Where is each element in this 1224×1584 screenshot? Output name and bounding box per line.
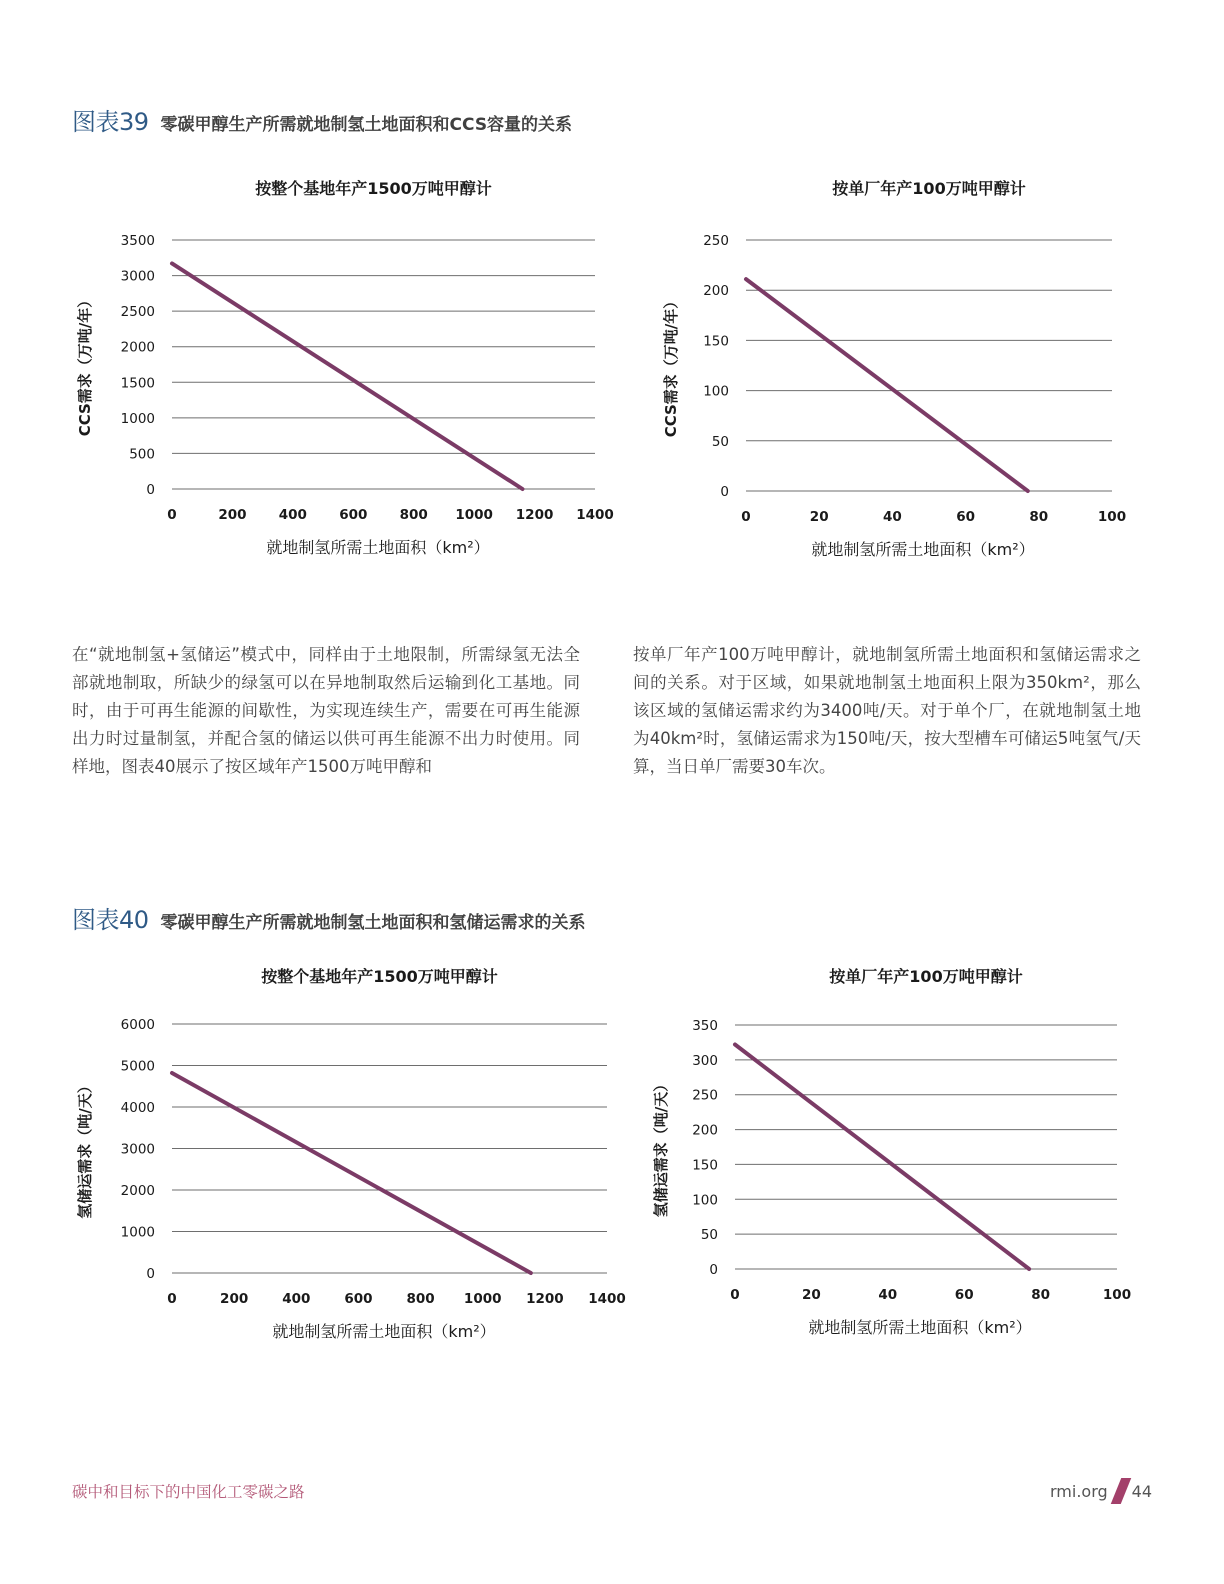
y-tick-label: 200 bbox=[703, 283, 729, 300]
footer-report-title: 碳中和目标下的中国化工零碳之路 bbox=[72, 1483, 305, 1501]
y-tick-label: 0 bbox=[146, 482, 155, 498]
y-axis-label: 氢储运需求（吨/天） bbox=[652, 1076, 670, 1218]
x-tick-label: 40 bbox=[883, 509, 902, 525]
y-axis-label: 氢储运需求（吨/天） bbox=[76, 1078, 94, 1219]
x-tick-label: 600 bbox=[344, 1291, 373, 1307]
y-tick-label: 2000 bbox=[120, 339, 155, 356]
y-tick-label: 50 bbox=[700, 1227, 718, 1244]
x-tick-label: 200 bbox=[220, 1291, 249, 1307]
y-tick-label: 100 bbox=[692, 1192, 718, 1209]
y-tick-label: 100 bbox=[703, 383, 729, 400]
figure-40-number: 图表40 bbox=[72, 906, 149, 934]
figure-40-caption: 零碳甲醇生产所需就地制氢土地面积和氢储运需求的关系 bbox=[160, 913, 586, 933]
y-tick-label: 350 bbox=[692, 1018, 718, 1034]
paragraph-right-text: 按单厂年产100万吨甲醇计，就地制氢所需土地面积和氢储运需求之间的关系。对于区域，如果就地制氢土地面积上限为350km²，那么该区域的氢储运需求约为3400吨/天。对于单个厂，在就地制氢土地为40km²时，氢储运需求为150吨/天，按大型槽车可储运5吨氢气/天算，当日单厂需要30车次。 bbox=[633, 645, 1141, 776]
chart-title: 按整个基地年产1500万吨甲醇计 bbox=[255, 179, 492, 198]
x-tick-label: 400 bbox=[282, 1291, 311, 1307]
chart-title: 按单厂年产100万吨甲醇计 bbox=[832, 179, 1026, 198]
x-tick-label: 80 bbox=[1031, 1287, 1050, 1303]
y-tick-label: 150 bbox=[692, 1157, 718, 1174]
x-tick-label: 0 bbox=[167, 1291, 177, 1307]
x-tick-label: 20 bbox=[809, 509, 829, 525]
x-tick-label: 0 bbox=[730, 1287, 740, 1303]
figure-39-caption: 零碳甲醇生产所需就地制氢土地面积和CCS容量的关系 bbox=[160, 115, 573, 135]
x-tick-label: 20 bbox=[802, 1287, 821, 1303]
y-tick-label: 300 bbox=[692, 1052, 718, 1069]
y-tick-label: 250 bbox=[692, 1087, 718, 1104]
x-tick-label: 60 bbox=[954, 1287, 974, 1303]
y-tick-label: 2500 bbox=[120, 304, 155, 321]
x-tick-label: 1000 bbox=[463, 1291, 502, 1307]
y-axis-label: CCS需求（万吨/年） bbox=[76, 292, 94, 437]
y-tick-label: 250 bbox=[703, 233, 729, 249]
x-axis-label: 就地制氢所需土地面积（km²） bbox=[272, 1322, 496, 1341]
series-line bbox=[735, 1045, 1029, 1269]
y-tick-label: 3000 bbox=[120, 1141, 155, 1158]
x-tick-label: 400 bbox=[278, 507, 307, 523]
y-tick-label: 0 bbox=[146, 1266, 155, 1282]
x-tick-label: 800 bbox=[406, 1291, 435, 1307]
x-tick-label: 800 bbox=[399, 507, 428, 523]
y-tick-label: 4000 bbox=[120, 1100, 155, 1116]
y-tick-label: 6000 bbox=[120, 1017, 155, 1033]
y-tick-label: 3000 bbox=[120, 268, 155, 285]
x-tick-label: 100 bbox=[1097, 509, 1127, 525]
y-tick-label: 1500 bbox=[120, 375, 155, 392]
x-tick-label: 100 bbox=[1102, 1287, 1132, 1303]
x-tick-label: 200 bbox=[218, 507, 247, 523]
x-tick-label: 0 bbox=[741, 509, 751, 525]
chart-title: 按整个基地年产1500万吨甲醇计 bbox=[261, 967, 498, 986]
x-tick-label: 1000 bbox=[455, 507, 493, 523]
footer-page-info bbox=[1050, 1478, 1152, 1504]
y-tick-label: 1000 bbox=[120, 1224, 155, 1241]
x-tick-label: 1400 bbox=[576, 507, 614, 523]
figure-39-number: 图表39 bbox=[72, 108, 149, 136]
y-tick-label: 5000 bbox=[120, 1058, 155, 1075]
y-tick-label: 0 bbox=[709, 1262, 718, 1278]
y-axis-label: CCS需求（万吨/年） bbox=[662, 293, 680, 438]
y-tick-label: 200 bbox=[692, 1122, 718, 1139]
x-axis-label: 就地制氢所需土地面积（km²） bbox=[811, 540, 1035, 559]
y-tick-label: 0 bbox=[720, 484, 729, 500]
footer-site-link[interactable]: rmi.org bbox=[1049, 1481, 1108, 1501]
x-tick-label: 0 bbox=[167, 507, 177, 523]
x-tick-label: 60 bbox=[956, 509, 975, 525]
y-tick-label: 150 bbox=[703, 333, 729, 350]
y-tick-label: 50 bbox=[711, 433, 729, 450]
footer-page-number: 44 bbox=[1131, 1481, 1152, 1501]
x-tick-label: 1400 bbox=[588, 1291, 626, 1307]
slash-divider-icon bbox=[1110, 1478, 1131, 1504]
x-axis-label: 就地制氢所需土地面积（km²） bbox=[808, 1318, 1032, 1337]
y-tick-label: 2000 bbox=[120, 1183, 155, 1199]
y-tick-label: 1000 bbox=[120, 410, 155, 427]
x-tick-label: 600 bbox=[339, 507, 368, 523]
x-axis-label: 就地制氢所需土地面积（km²） bbox=[266, 538, 490, 557]
chart-title: 按单厂年产100万吨甲醇计 bbox=[829, 967, 1023, 986]
x-tick-label: 40 bbox=[878, 1287, 898, 1303]
y-tick-label: 500 bbox=[129, 446, 155, 463]
x-tick-label: 1200 bbox=[526, 1291, 564, 1307]
x-tick-label: 80 bbox=[1029, 509, 1049, 525]
y-tick-label: 3500 bbox=[120, 233, 155, 249]
x-tick-label: 1200 bbox=[515, 507, 554, 523]
paragraph-left-text: 在“就地制氢+氢储运”模式中，同样由于土地限制，所需绿氢无法全部就地制取，所缺少的绿氢可以在异地制取然后运输到化工基地。同时，由于可再生能源的间歇性，为实现连续生产，需要在可再生能源出力时过量制氢，并配合氢的储运以供可再生能源不出力时使用。同样地，图表40展示了按区域年产1500万吨甲醇和 bbox=[72, 645, 580, 776]
